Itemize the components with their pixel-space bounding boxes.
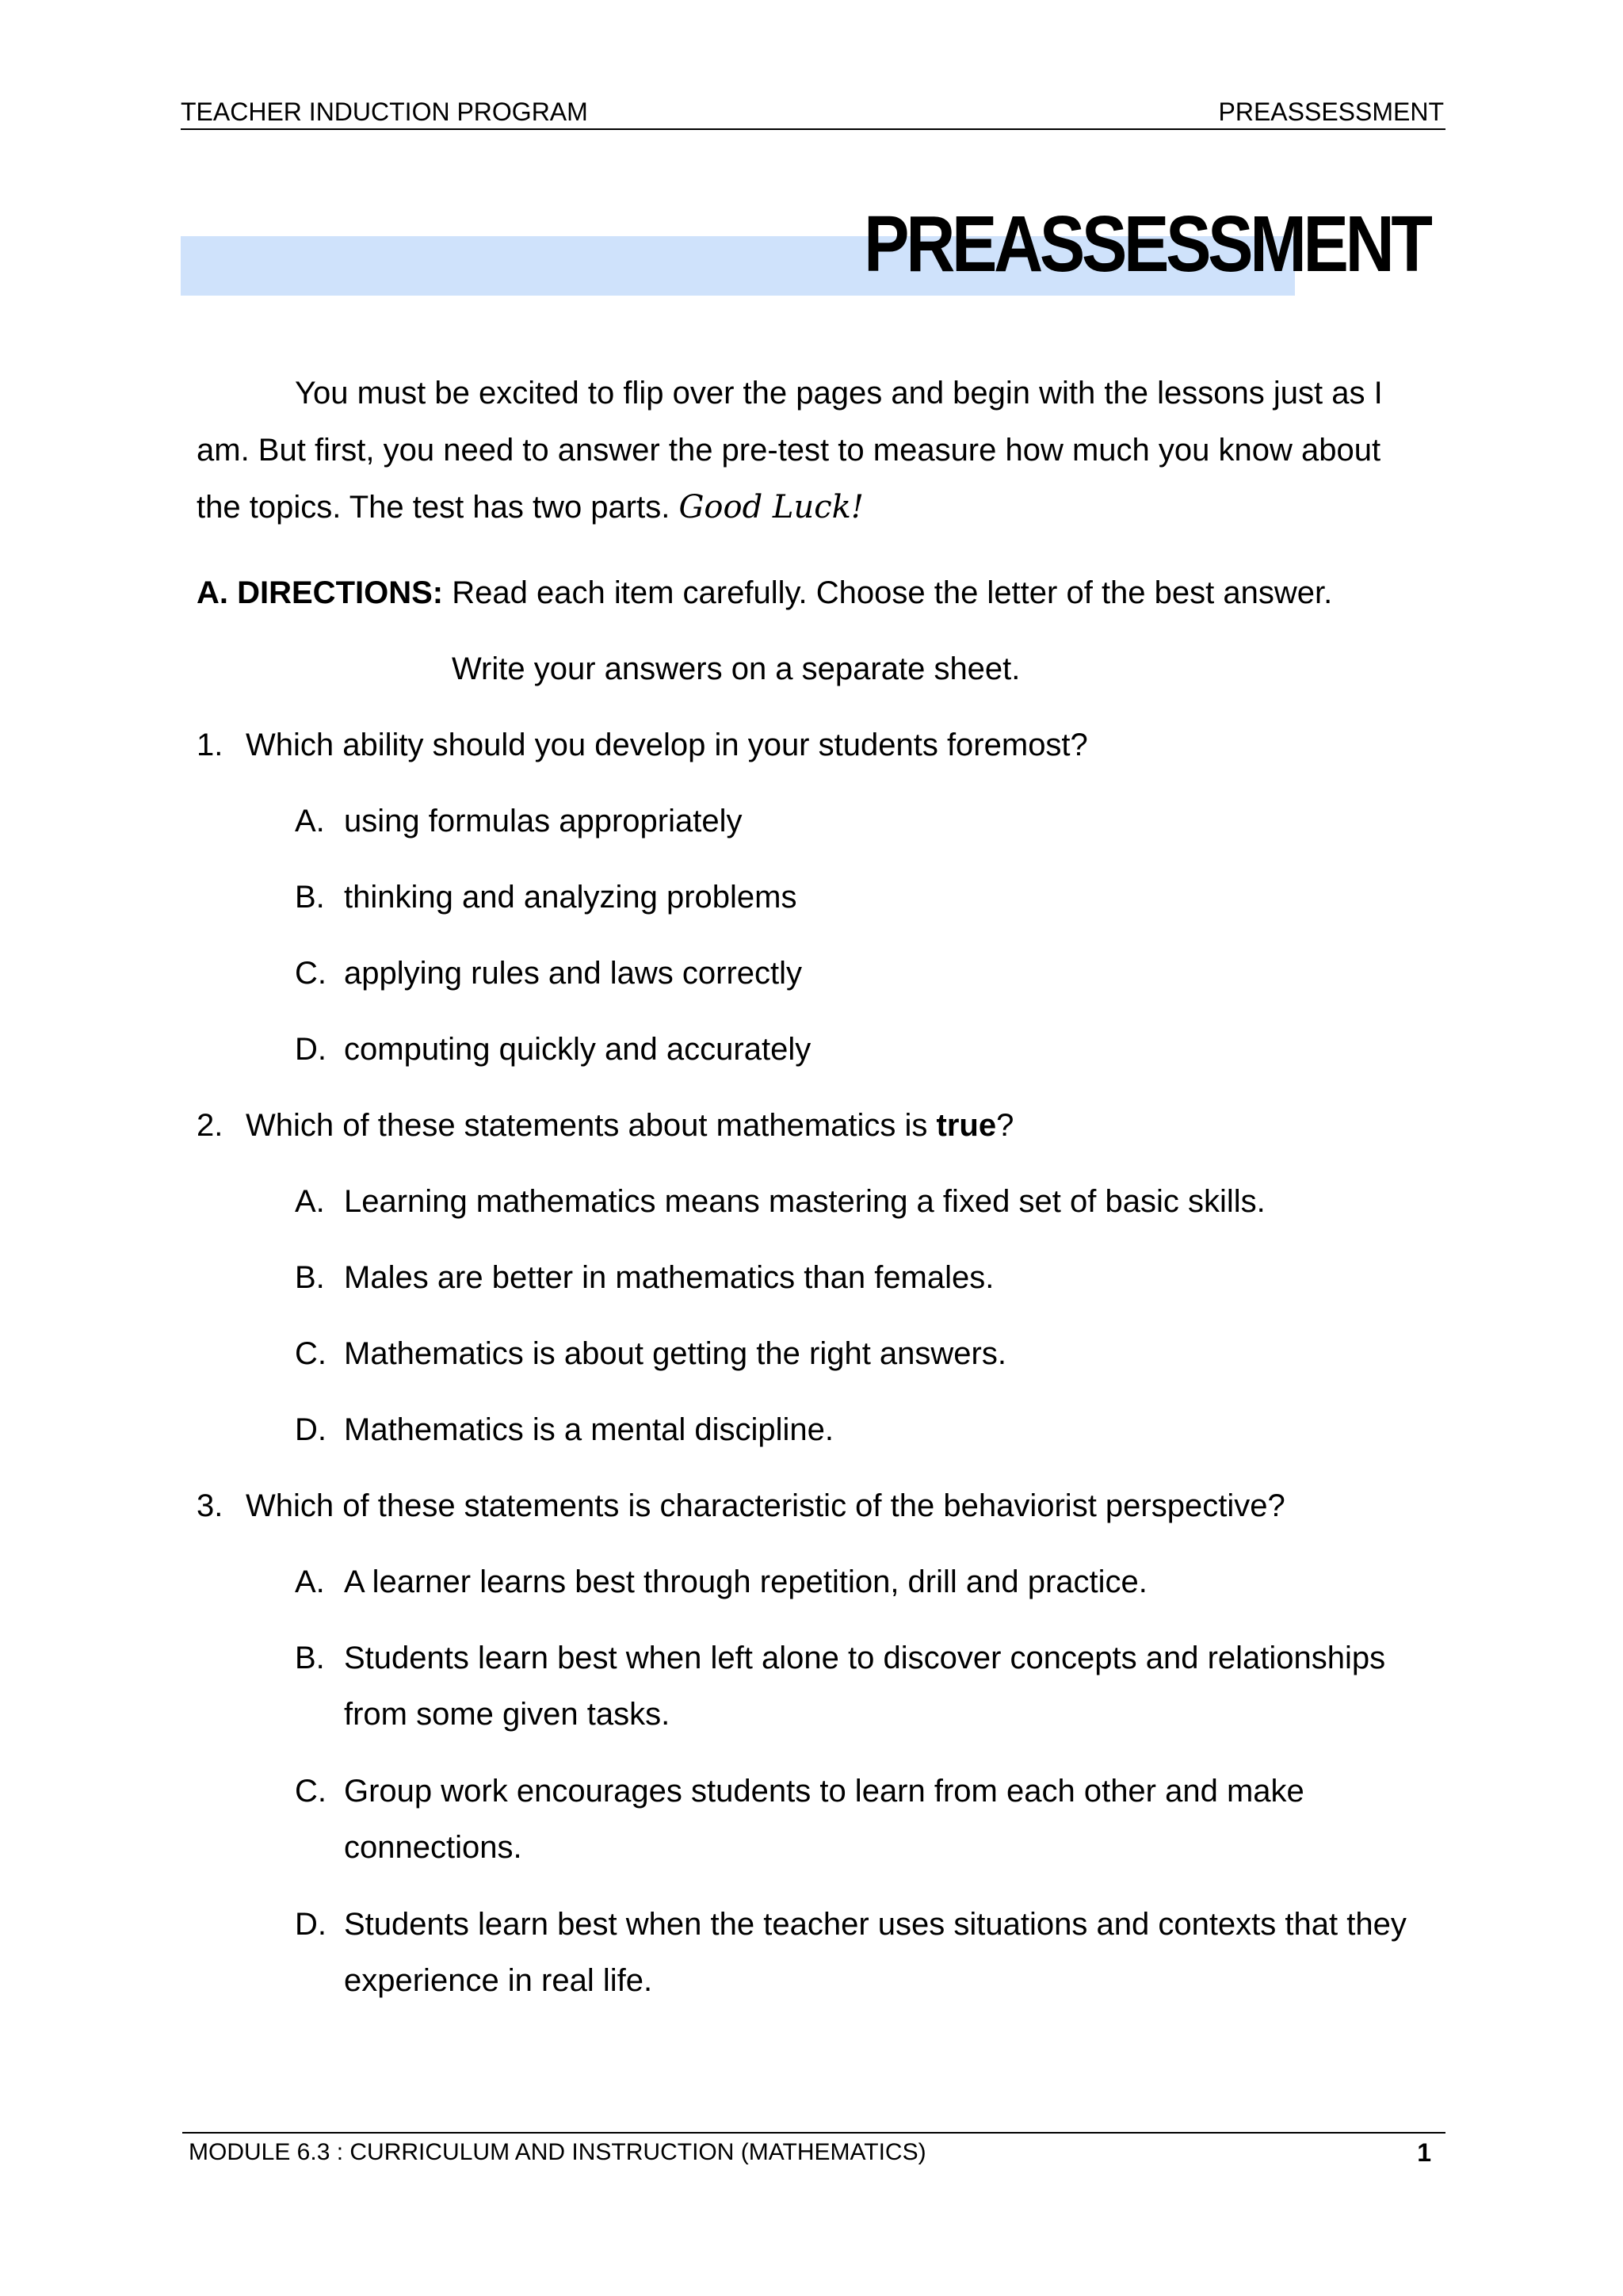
option-letter: C. xyxy=(295,1774,327,1809)
question-number: 3. xyxy=(197,1488,223,1523)
question-text: Which of these statements is characteristic of the behaviorist perspective? xyxy=(246,1488,1285,1523)
good-luck-text: Good Luck! xyxy=(678,489,864,525)
option-text: Mathematics is about getting the right answers. xyxy=(344,1336,1006,1371)
option-letter: B. xyxy=(295,1641,325,1675)
option-text: applying rules and laws correctly xyxy=(344,956,803,991)
directions-line-2: Write your answers on a separate sheet. xyxy=(452,651,1021,686)
option-letter: A. xyxy=(295,1184,325,1219)
option-text: thinking and analyzing problems xyxy=(344,880,797,915)
header-section: PREASSESSMENT xyxy=(1218,97,1444,126)
intro-line-2: am. But first, you need to answer the pre-test to measure how much you know about xyxy=(197,433,1381,468)
option-letter: D. xyxy=(295,1412,327,1447)
option-text: Mathematics is a mental discipline. xyxy=(344,1412,834,1447)
option-letter: A. xyxy=(295,804,325,839)
option-text: Males are better in mathematics than females. xyxy=(344,1260,995,1295)
page-number: 1 xyxy=(1417,2138,1431,2167)
option-text: Group work encourages students to learn from each other and make connections. xyxy=(344,1774,1304,1865)
header-program: TEACHER INDUCTION PROGRAM xyxy=(181,97,588,126)
question-text-before: Which of these statements about mathematics is xyxy=(246,1108,937,1143)
question-text: Which ability should you develop in your students foremost? xyxy=(246,728,1088,762)
option-text: Students learn best when left alone to discover concepts and relationships from some given tasks. xyxy=(344,1641,1386,1732)
question-text-emphasis: true xyxy=(936,1108,997,1143)
directions-text: Read each item carefully. Choose the letter of the best answer. xyxy=(452,575,1333,610)
intro-line-1: You must be excited to flip over the pages and begin with the lessons just as I xyxy=(295,376,1383,411)
option-letter: C. xyxy=(295,956,327,991)
directions-line xyxy=(197,574,1332,612)
question-text-after: ? xyxy=(996,1108,1014,1143)
intro-line-3-text: the topics. The test has two parts. xyxy=(197,490,670,525)
option-letter: D. xyxy=(295,1907,327,1942)
option-text: A learner learns best through repetition, drill and practice. xyxy=(344,1564,1148,1599)
running-footer xyxy=(182,2132,1445,2170)
option-letter: B. xyxy=(295,880,325,915)
option-text: Students learn best when the teacher uses situations and contexts that they experience in real life. xyxy=(344,1907,1407,1998)
directions-label: A. DIRECTIONS: xyxy=(197,575,444,610)
option-letter: A. xyxy=(295,1564,325,1599)
footer-module-title: MODULE 6.3 : CURRICULUM AND INSTRUCTION (MATHEMATICS) xyxy=(189,2139,926,2165)
option-text: using formulas appropriately xyxy=(344,804,743,839)
intro-line-3 xyxy=(197,488,864,526)
option-letter: C. xyxy=(295,1336,327,1371)
option-letter: B. xyxy=(295,1260,325,1295)
option-text: computing quickly and accurately xyxy=(344,1032,812,1067)
question-number: 1. xyxy=(197,728,223,762)
option-text: Learning mathematics means mastering a fixed set of basic skills. xyxy=(344,1184,1266,1219)
running-header xyxy=(181,97,1445,130)
question-text xyxy=(246,1106,1014,1144)
option-letter: D. xyxy=(295,1032,327,1067)
page-title: PREASSESSMENT xyxy=(864,200,1430,288)
question-number: 2. xyxy=(197,1108,223,1143)
